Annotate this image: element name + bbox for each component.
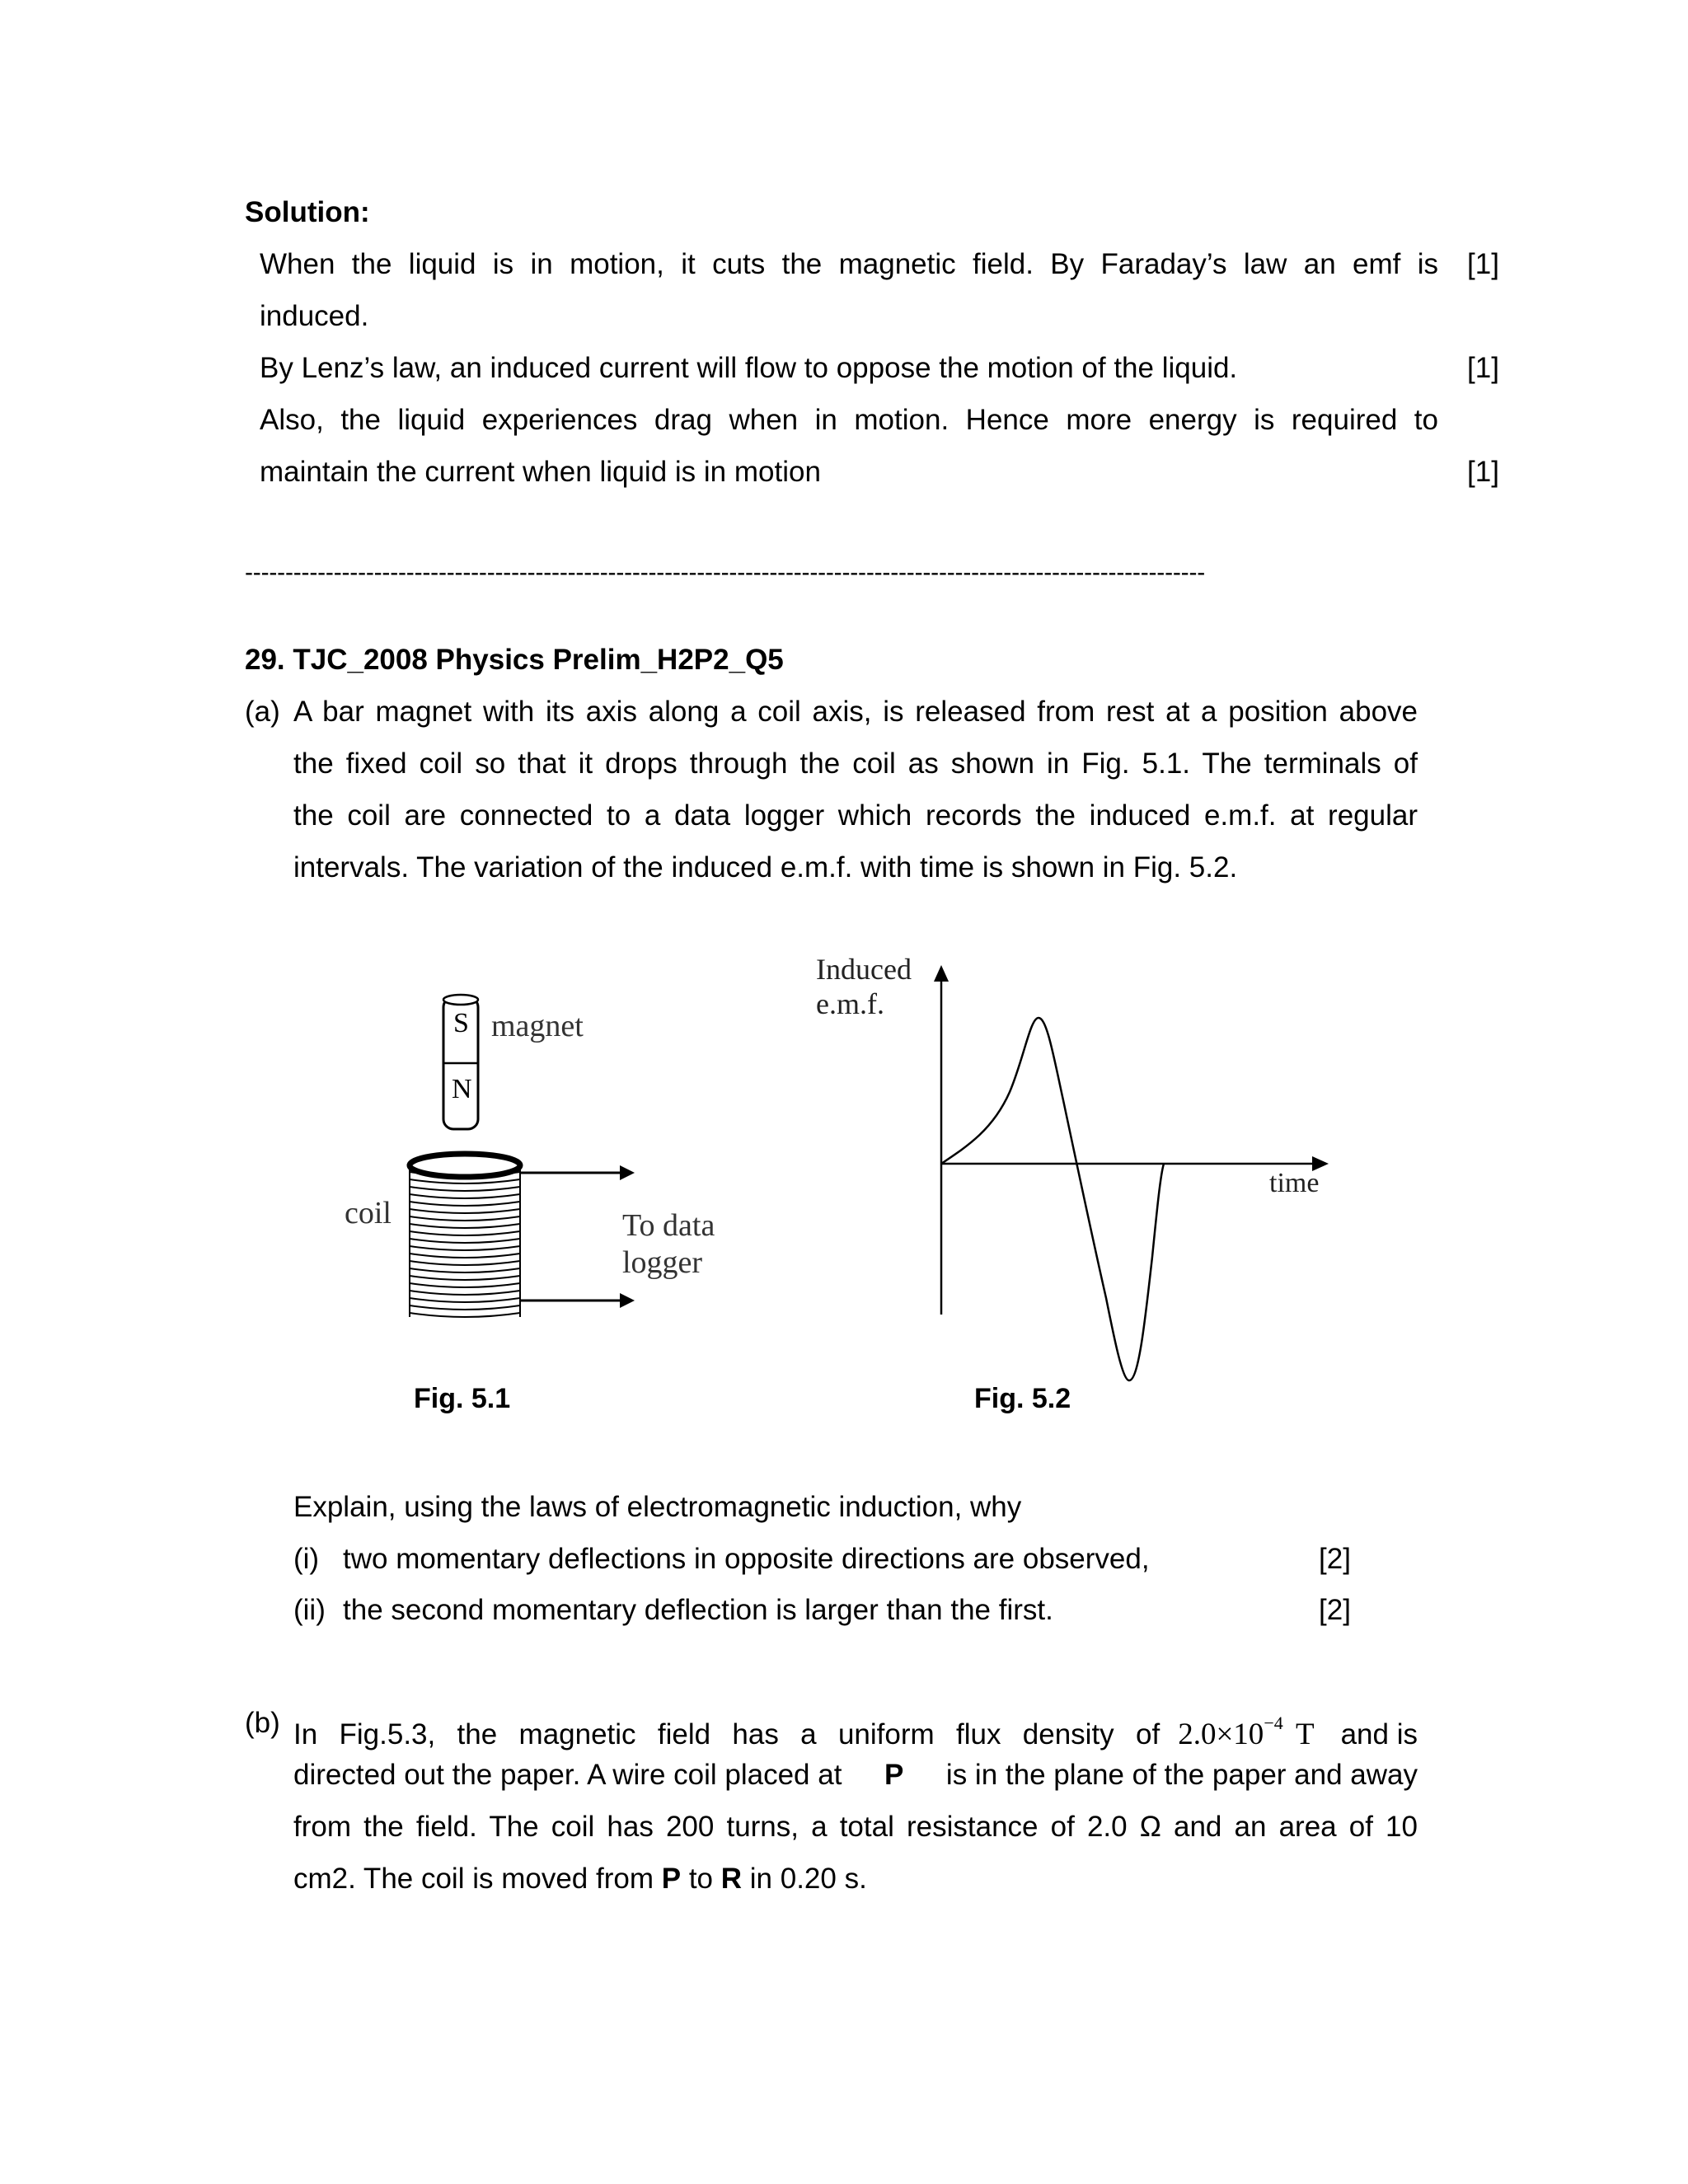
solution-line-3: By Lenz’s law, an induced current will flow to oppose the motion of the liquid. xyxy=(260,352,1238,384)
subpart-ii-text: the second momentary deflection is larger than the first. xyxy=(343,1594,1053,1626)
x-axis-label: time xyxy=(1269,1168,1320,1198)
solution-heading: Solution: xyxy=(245,196,370,228)
solution-mark-5: [1] xyxy=(1467,456,1499,488)
solution-line-4: Also, the liquid experiences drag when in motion. Hence more energy is required to xyxy=(260,404,1438,436)
solution-line-1: When the liquid is in motion, it cuts the magnetic field. By Faraday’s law an emf is xyxy=(260,248,1438,280)
part-b-line-1-text: In Fig.5.3, the magnetic field has a uniform flux density of xyxy=(293,1718,1160,1750)
flux-density-value xyxy=(1178,1706,1314,1752)
part-b-label: (b) xyxy=(245,1707,280,1739)
figure-5-2-caption: Fig. 5.2 xyxy=(974,1383,1071,1414)
point-r: R xyxy=(720,1863,743,1895)
coil-label: coil xyxy=(345,1196,392,1230)
magnet-label: magnet xyxy=(491,1009,584,1043)
y-axis xyxy=(934,965,949,1315)
subpart-i-label: (i) xyxy=(293,1543,320,1575)
part-b-line-4-end: in 0.20 s. xyxy=(749,1863,867,1895)
part-a-label: (a) xyxy=(245,696,280,728)
flux-base: 2.0×10 xyxy=(1178,1718,1264,1751)
y-axis-label-line-2: e.m.f. xyxy=(816,987,884,1020)
magnet-n-label: N xyxy=(452,1074,472,1104)
emf-curve xyxy=(941,1018,1164,1380)
part-a-line-4: intervals. The variation of the induced e.m.f. with time is shown in Fig. 5.2. xyxy=(293,851,1238,883)
logger-label-line-2: logger xyxy=(622,1245,703,1280)
question-title: 29. TJC_2008 Physics Prelim_H2P2_Q5 xyxy=(245,644,784,676)
part-b-line-4 xyxy=(293,1862,867,1896)
separator-line: ----------------------------------------------------------------------------------------------------------------------- xyxy=(245,559,1206,586)
magnet-s-label: S xyxy=(453,1008,469,1038)
subpart-i-text: two momentary deflections in opposite directions are observed, xyxy=(343,1543,1150,1575)
y-axis-label-line-1: Induced xyxy=(816,953,912,986)
part-b-line-2-text: directed out the paper. A wire coil placed at xyxy=(293,1759,842,1791)
part-b-line-2-end: is in the plane of the paper and away xyxy=(945,1759,1418,1791)
solution-line-2: induced. xyxy=(260,300,369,332)
figure-5-1-caption: Fig. 5.1 xyxy=(414,1383,511,1414)
explain-prompt: Explain, using the laws of electromagnetic induction, why xyxy=(293,1491,1022,1523)
subpart-i-mark: [2] xyxy=(1319,1543,1351,1575)
solution-mark-3: [1] xyxy=(1467,352,1499,384)
part-b-line-4-to: to xyxy=(688,1863,714,1895)
point-p-2: P xyxy=(661,1863,682,1895)
point-p: P xyxy=(884,1759,904,1791)
part-a-line-1: A bar magnet with its axis along a coil axis, is released from rest at a position above xyxy=(293,696,1418,728)
part-a-line-2: the fixed coil so that it drops through the coil as shown in Fig. 5.1. The terminals of xyxy=(293,748,1418,780)
part-b-line-1-end: and is xyxy=(1340,1718,1418,1750)
solution-mark-1: [1] xyxy=(1467,248,1499,280)
logger-label-line-1: To data xyxy=(622,1208,715,1243)
figure-5-1 xyxy=(330,972,758,1434)
part-b-line-1 xyxy=(293,1706,1418,1752)
part-b-line-2 xyxy=(293,1758,1418,1793)
part-b-line-3: from the field. The coil has 200 turns, a total resistance of 2.0 Ω and an area of 10 xyxy=(293,1811,1418,1843)
figure-5-2 xyxy=(808,952,1368,1438)
subpart-ii-mark: [2] xyxy=(1319,1594,1351,1626)
coil-leads xyxy=(521,1165,635,1308)
solution-line-5: maintain the current when liquid is in motion xyxy=(260,456,821,488)
part-b-line-4-text: cm2. The coil is moved from xyxy=(293,1863,654,1895)
flux-exponent: −4 xyxy=(1264,1713,1283,1733)
flux-unit: T xyxy=(1295,1718,1315,1751)
part-a-line-3: the coil are connected to a data logger which records the induced e.m.f. at regular xyxy=(293,799,1418,832)
subpart-ii-label: (ii) xyxy=(293,1594,326,1626)
